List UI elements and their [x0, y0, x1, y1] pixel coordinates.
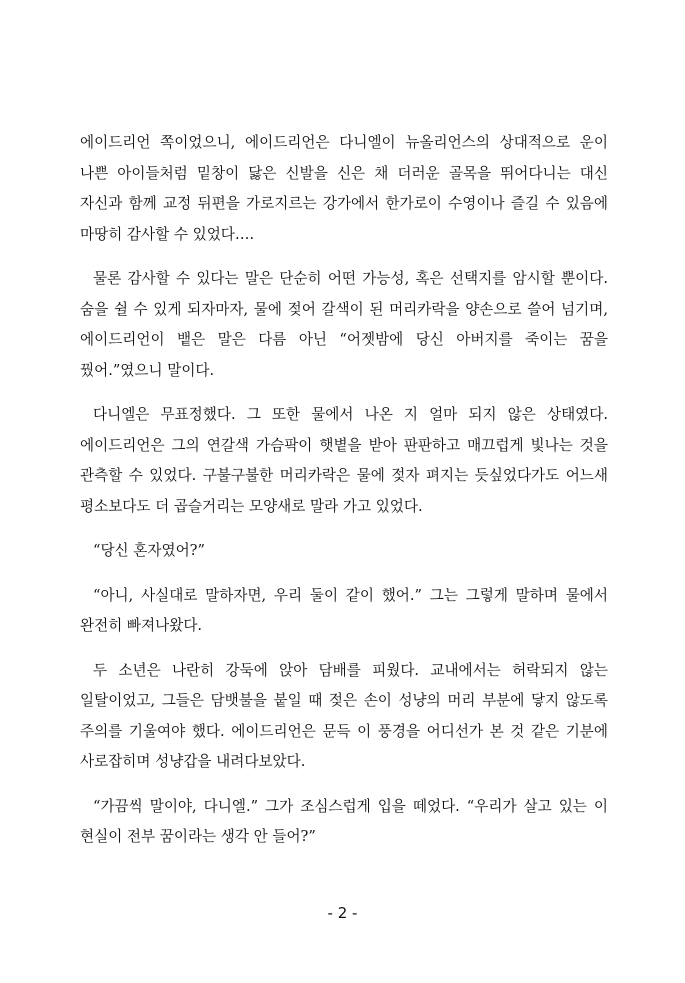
- paragraph-5: “아니, 사실대로 말하자면, 우리 둘이 같이 했어.” 그는 그렇게 말하며 물에서 완전히 빠져나왔다.: [80, 586, 608, 634]
- paragraph-6: 두 소년은 나란히 강둑에 앉아 담배를 피웠다. 교내에서는 허락되지 않는 일탈이었고, 그들은 담뱃불을 붙일 때 젖은 손이 성냥의 머리 부분에 닿지 않도록 주의를 기울여야 했다. 에이드리언은 문득 이 풍경을 어디선가 본 것 같은 기분에 사로잡히며 성냥갑을 내려다보았다.: [80, 661, 608, 770]
- document-body: [80, 128, 608, 867]
- paragraph-3: 다니엘은 무표정했다. 그 또한 물에서 나온 지 얼마 되지 않은 상태였다. 에이드리언은 그의 연갈색 가슴팍이 햇볕을 받아 판판하고 매끄럽게 빛나는 것을 관측할 수 있었다. 구불구불한 머리카락은 물에 젖자 펴지는 듯싶었다가도 어느새 평소보다도 더 곱슬거리는 모양새로 말라 가고 있었다.: [80, 406, 608, 515]
- paragraph-4: “당신 혼자였어?”: [93, 542, 205, 559]
- paragraph-2: 물론 감사할 수 있다는 말은 단순히 어떤 가능성, 혹은 선택지를 암시할 뿐이다. 숨을 쉴 수 있게 되자마자, 물에 젖어 갈색이 된 머리카락을 양손으로 쓸어 넘기며, 에이드리언이 뱉은 말은 다름 아닌 “어젯밤에 당신 아버지를 죽이는 꿈을 꿨어.”였으니 말이다.: [80, 270, 608, 379]
- paragraph-1: 에이드리언 쪽이었으니, 에이드리언은 다니엘이 뉴올리언스의 상대적으로 운이 나쁜 아이들처럼 밑창이 닳은 신발을 신은 채 더러운 골목을 뛰어다니는 대신 자신과 함께 교정 뒤편을 가로지르는 강가에서 한가로이 수영이나 즐길 수 있음에 마땅히 감사할 수 있었다….: [80, 134, 608, 243]
- paragraph-7: “가끔씩 말이야, 다니엘.” 그가 조심스럽게 입을 떼었다. “우리가 살고 있는 이 현실이 전부 꿈이라는 생각 안 들어?”: [80, 797, 608, 845]
- page-number: - 2 -: [327, 904, 358, 922]
